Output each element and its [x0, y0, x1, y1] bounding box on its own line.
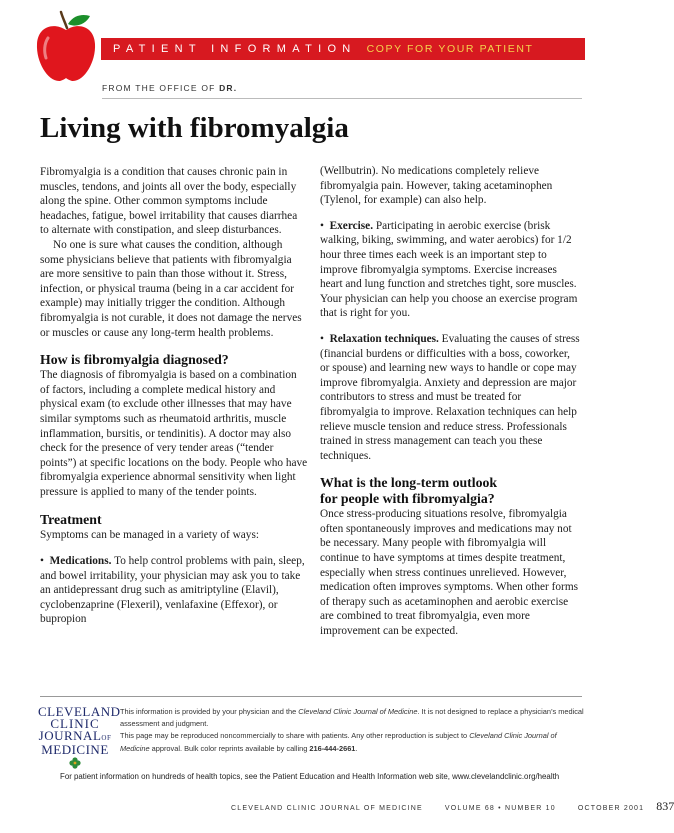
- disclaimer-line-2: [120, 730, 585, 754]
- volume-number: VOLUME 68 • NUMBER 10: [444, 805, 556, 812]
- intro-paragraph-2: No one is sure what causes the condition, although some physicians believe that patients with fibromyalgia are more sensitive to pain than those without it. Stress, infection, or physical trauma (being in a car accident for example) may initially trigger the condition. Although fibromyalgia is not curable, it does not damage the nerves or muscles or cause any long-term health problems.: [40, 238, 302, 339]
- outlook-heading: [320, 475, 582, 507]
- journal-name: CLEVELAND CLINIC JOURNAL OF MEDICINE: [231, 805, 423, 812]
- medications-text: To help control problems with pain, sleep, and bowel irritability, your physician may ask you to take an antidepressant drug such as amitriptyline (Elavil), cyclobenzaprine (Flexeril), venlafaxine (Effexor), or bupropion: [40, 555, 305, 626]
- footer-divider: [40, 696, 582, 697]
- disclaimer-text: . It is not designed to replace a physician’s medical assessment and judgment.: [120, 707, 584, 729]
- banner-title: PATIENT INFORMATION: [113, 43, 357, 55]
- exercise-label: Exercise.: [329, 219, 374, 232]
- journal-title-italic: Cleveland Clinic Journal of Medicine: [298, 707, 418, 716]
- bullet-symbol: •: [40, 555, 44, 568]
- logo-journal-word: JOURNAL: [38, 728, 102, 743]
- reprint-phone-number: 216-444-2661: [309, 743, 356, 753]
- relaxation-bullet: [320, 332, 582, 463]
- diagnosis-paragraph: The diagnosis of fibromyalgia is based on a combination of factors, including a complete medical history and physical exam (to exclude other illnesses that may have similar symptoms such as rheumatoid arthritis, muscle inflammation, bursitis, or tendinitis). A doctor may also check for the presence of very tender areas (“tender points”) at specific locations on the body. People who have fibromyalgia experience abnormal sensitivity when light pressure is applied to many of the tender points.: [40, 369, 308, 498]
- clover-icon: [69, 757, 81, 769]
- medications-continued: (Wellbutrin). No medications completely relieve fibromyalgia pain. However, taking acetaminophen (Tylenol, for example) can also help.: [320, 165, 553, 207]
- right-column: [320, 164, 582, 639]
- exercise-bullet: [320, 219, 582, 321]
- apple-icon: [34, 8, 98, 84]
- bullet-symbol: •: [320, 219, 324, 232]
- medications-label: Medications.: [49, 555, 112, 568]
- patient-information-banner: [101, 38, 585, 60]
- intro-paragraph-1: Fibromyalgia is a condition that causes chronic pain in muscles, tendons, and joints all over the body, especially along the spine. Other common symptoms include headaches, fatigue, bowel irritability that causes diarrhea to alternate with constipation, and sleep disturbances.: [40, 166, 298, 237]
- banner-subtitle: COPY FOR YOUR PATIENT: [366, 43, 534, 55]
- treatment-intro: Symptoms can be managed in a variety of ways:: [40, 529, 259, 542]
- logo-of-word: OF: [101, 734, 112, 742]
- logo-line-cleveland: CLEVELAND: [38, 704, 121, 719]
- disclaimer: [120, 706, 585, 755]
- journal-title-italic: Cleveland Clinic Journal of Medicine: [120, 731, 557, 753]
- ccjm-logo: [38, 704, 121, 769]
- disclaimer-line-1: [120, 706, 585, 730]
- left-column: [40, 165, 308, 627]
- issue-date: OCTOBER 2001: [577, 805, 645, 812]
- page-number: 837: [656, 799, 674, 813]
- exercise-text: Participating in aerobic exercise (brisk walking, biking, swimming, and water aerobics) for 1/2 hour three times each week is an important step to improve fibromyalgia symptoms. Exercise increases heart and lung function and stretches tight, sore muscles. Your physician can help you choose an exercise program that is right for you.: [320, 219, 578, 320]
- disclaimer-text: approval. Bulk color reprints available by calling: [149, 743, 310, 753]
- medications-bullet: [40, 554, 308, 627]
- logo-line-clinic: CLINIC: [50, 716, 100, 731]
- outlook-paragraph: Once stress-producing situations resolve, fibromyalgia often spontaneously improves and medications may not be necessary. Many people with fibromyalgia will continue to have symptoms at times despite treatment, especially when stress continues unrelieved. However, medication often improves symptoms. When other forms of therapy such as acetaminophen and aerobic exercise are combined to treat fibromyalgia, even more improvement can be expected.: [320, 508, 579, 638]
- relaxation-label: Relaxation techniques.: [329, 332, 439, 345]
- page-title: Living with fibromyalgia: [40, 112, 349, 144]
- from-office-prefix: FROM THE OFFICE OF: [102, 83, 216, 93]
- outlook-heading-line-2: for people with fibromyalgia?: [320, 491, 495, 507]
- relaxation-text: Evaluating the causes of stress (financial burdens or difficulties with a boss, coworker, or spouse) and learning new ways to handle or cope may improve fibromyalgia. Anxiety and depression are major contributors to stress and must be treated for fibromyalgia to improve. Relaxation techniques can help relieve muscle tension and reduce stress. Professionals trained in stress management can teach you these techniques.: [320, 332, 580, 462]
- web-info-line: For patient information on hundreds of health topics, see the Patient Education and Health Information web site, www.clevelandclinic.org/health: [60, 772, 560, 781]
- logo-line-medicine: MEDICINE: [41, 742, 109, 757]
- bullet-symbol: •: [320, 332, 324, 345]
- disclaimer-text: This page may be reproduced noncommercially to share with patients. Any other reproduction is subject to: [120, 731, 470, 741]
- treatment-heading: Treatment: [40, 512, 102, 528]
- outlook-heading-line-1: What is the long-term outlook: [320, 475, 498, 491]
- page-footer: [231, 799, 674, 814]
- header-divider: [102, 98, 582, 99]
- diagnosis-heading: How is fibromyalgia diagnosed?: [40, 352, 229, 368]
- disclaimer-text: .: [355, 743, 358, 753]
- from-office-line: [102, 83, 237, 93]
- from-office-dr: DR.: [219, 83, 238, 93]
- disclaimer-text: This information is provided by your physician and the: [120, 707, 299, 716]
